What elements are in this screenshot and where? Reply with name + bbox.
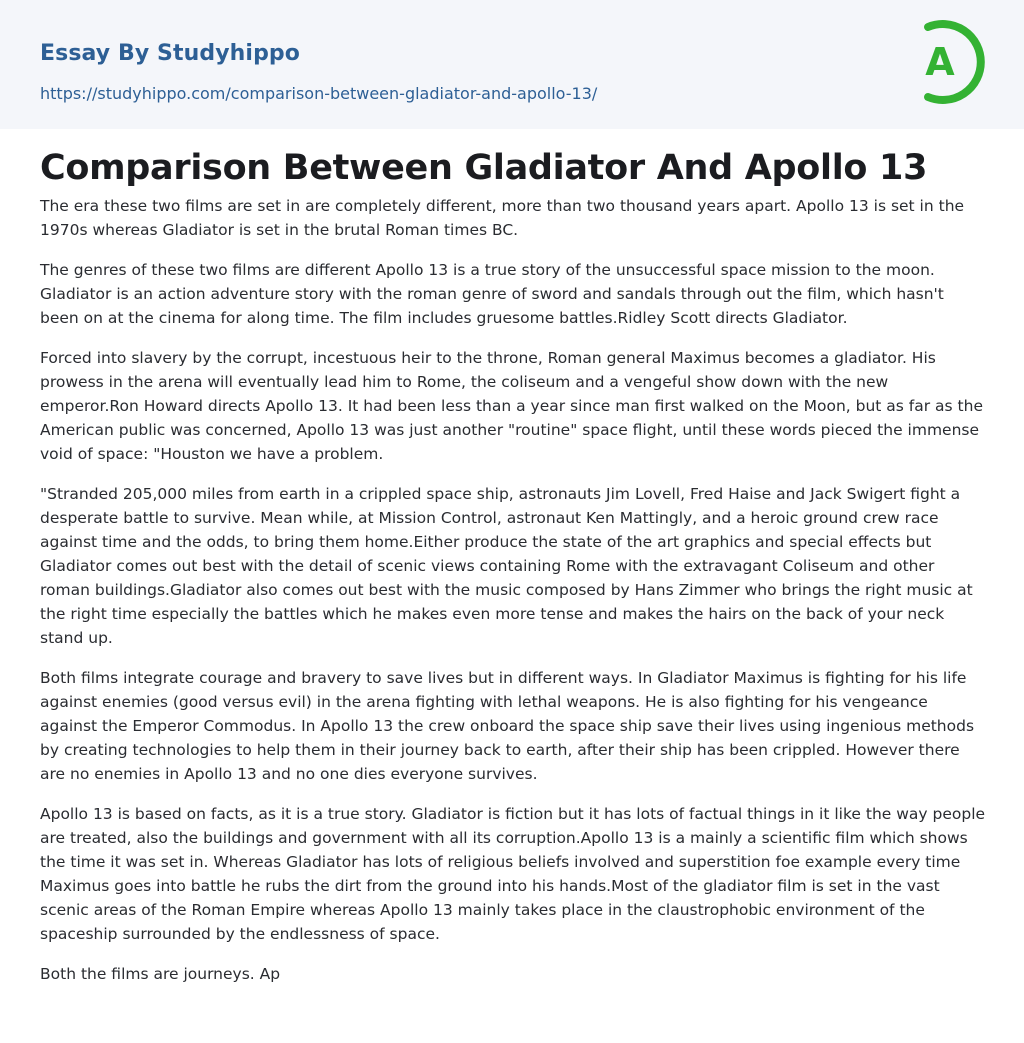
logo-letter: A	[925, 40, 955, 84]
site-header	[0, 0, 1024, 129]
article-paragraph: Forced into slavery by the corrupt, incestuous heir to the throne, Roman general Maximus becomes a gladiator. His prowess in the arena will eventually lead him to Rome, the coliseum and a vengeful show down with the new emperor.Ron Howard directs Apollo 13. It had been less than a year since man first walked on the Moon, but as far as the American public was concerned, Apollo 13 was just another "routine" space flight, until these words pieced the immense void of space: "Houston we have a problem.	[40, 349, 983, 463]
article-paragraph: Apollo 13 is based on facts, as it is a true story. Gladiator is fiction but it has lots of factual things in it like the way people are treated, also the buildings and government with all its corruption.Apollo 13 is a mainly a scientific film which shows the time it was set in. Whereas Gladiator has lots of religious beliefs involved and superstition foe example every time Maximus goes into battle he rubs the dirt from the ground into his hands.Most of the gladiator film is set in the vast scenic areas of the Roman Empire whereas Apollo 13 mainly takes place in the claustrophobic environment of the spaceship surrounded by the endlessness of space.	[40, 805, 986, 943]
page-url-link[interactable]: https://studyhippo.com/comparison-between-gladiator-and-apollo-13/	[40, 84, 598, 103]
article-paragraph: Both films integrate courage and bravery to save lives but in different ways. In Gladiator Maximus is fighting for his life against enemies (good versus evil) in the arena fighting with lethal weapons. He is also fighting for his vengeance against the Emperor Commodus. In Apollo 13 the crew onboard the space ship save their lives using ingenious methods by creating technologies to help them in their journey back to earth, after their ship has been crippled. However there are no enemies in Apollo 13 and no one dies everyone survives.	[40, 669, 975, 783]
article-title: Comparison Between Gladiator And Apollo 13	[40, 148, 928, 188]
studyhippo-logo-icon[interactable]	[904, 18, 988, 106]
article-paragraph: The era these two films are set in are completely different, more than two thousand years apart. Apollo 13 is set in the 1970s whereas Gladiator is set in the brutal Roman times BC.	[40, 197, 965, 239]
article-paragraph: The genres of these two films are different Apollo 13 is a true story of the unsuccessful space mission to the moon. Gladiator is an action adventure story with the roman genre of sword and sandals through out the film, which hasn't been on at the cinema for along time. The film includes gruesome battles.Ridley Scott directs Gladiator.	[40, 261, 944, 327]
article-body	[40, 194, 986, 1002]
site-name[interactable]: Essay By Studyhippo	[40, 41, 300, 66]
article-paragraph: "Stranded 205,000 miles from earth in a crippled space ship, astronauts Jim Lovell, Fred Haise and Jack Swigert fight a desperate battle to survive. Mean while, at Mission Control, astronaut Ken Mattingly, and a heroic ground crew race against time and the odds, to bring them home.Either produce the state of the art graphics and special effects but Gladiator comes out best with the detail of scenic views containing Rome with the extravagant Coliseum and other roman buildings.Gladiator also comes out best with the music composed by Hans Zimmer who brings the right music at the right time especially the battles which he makes even more tense and makes the hairs on the back of your neck stand up.	[40, 485, 973, 647]
article-paragraph: Both the films are journeys. Ap	[40, 965, 281, 983]
